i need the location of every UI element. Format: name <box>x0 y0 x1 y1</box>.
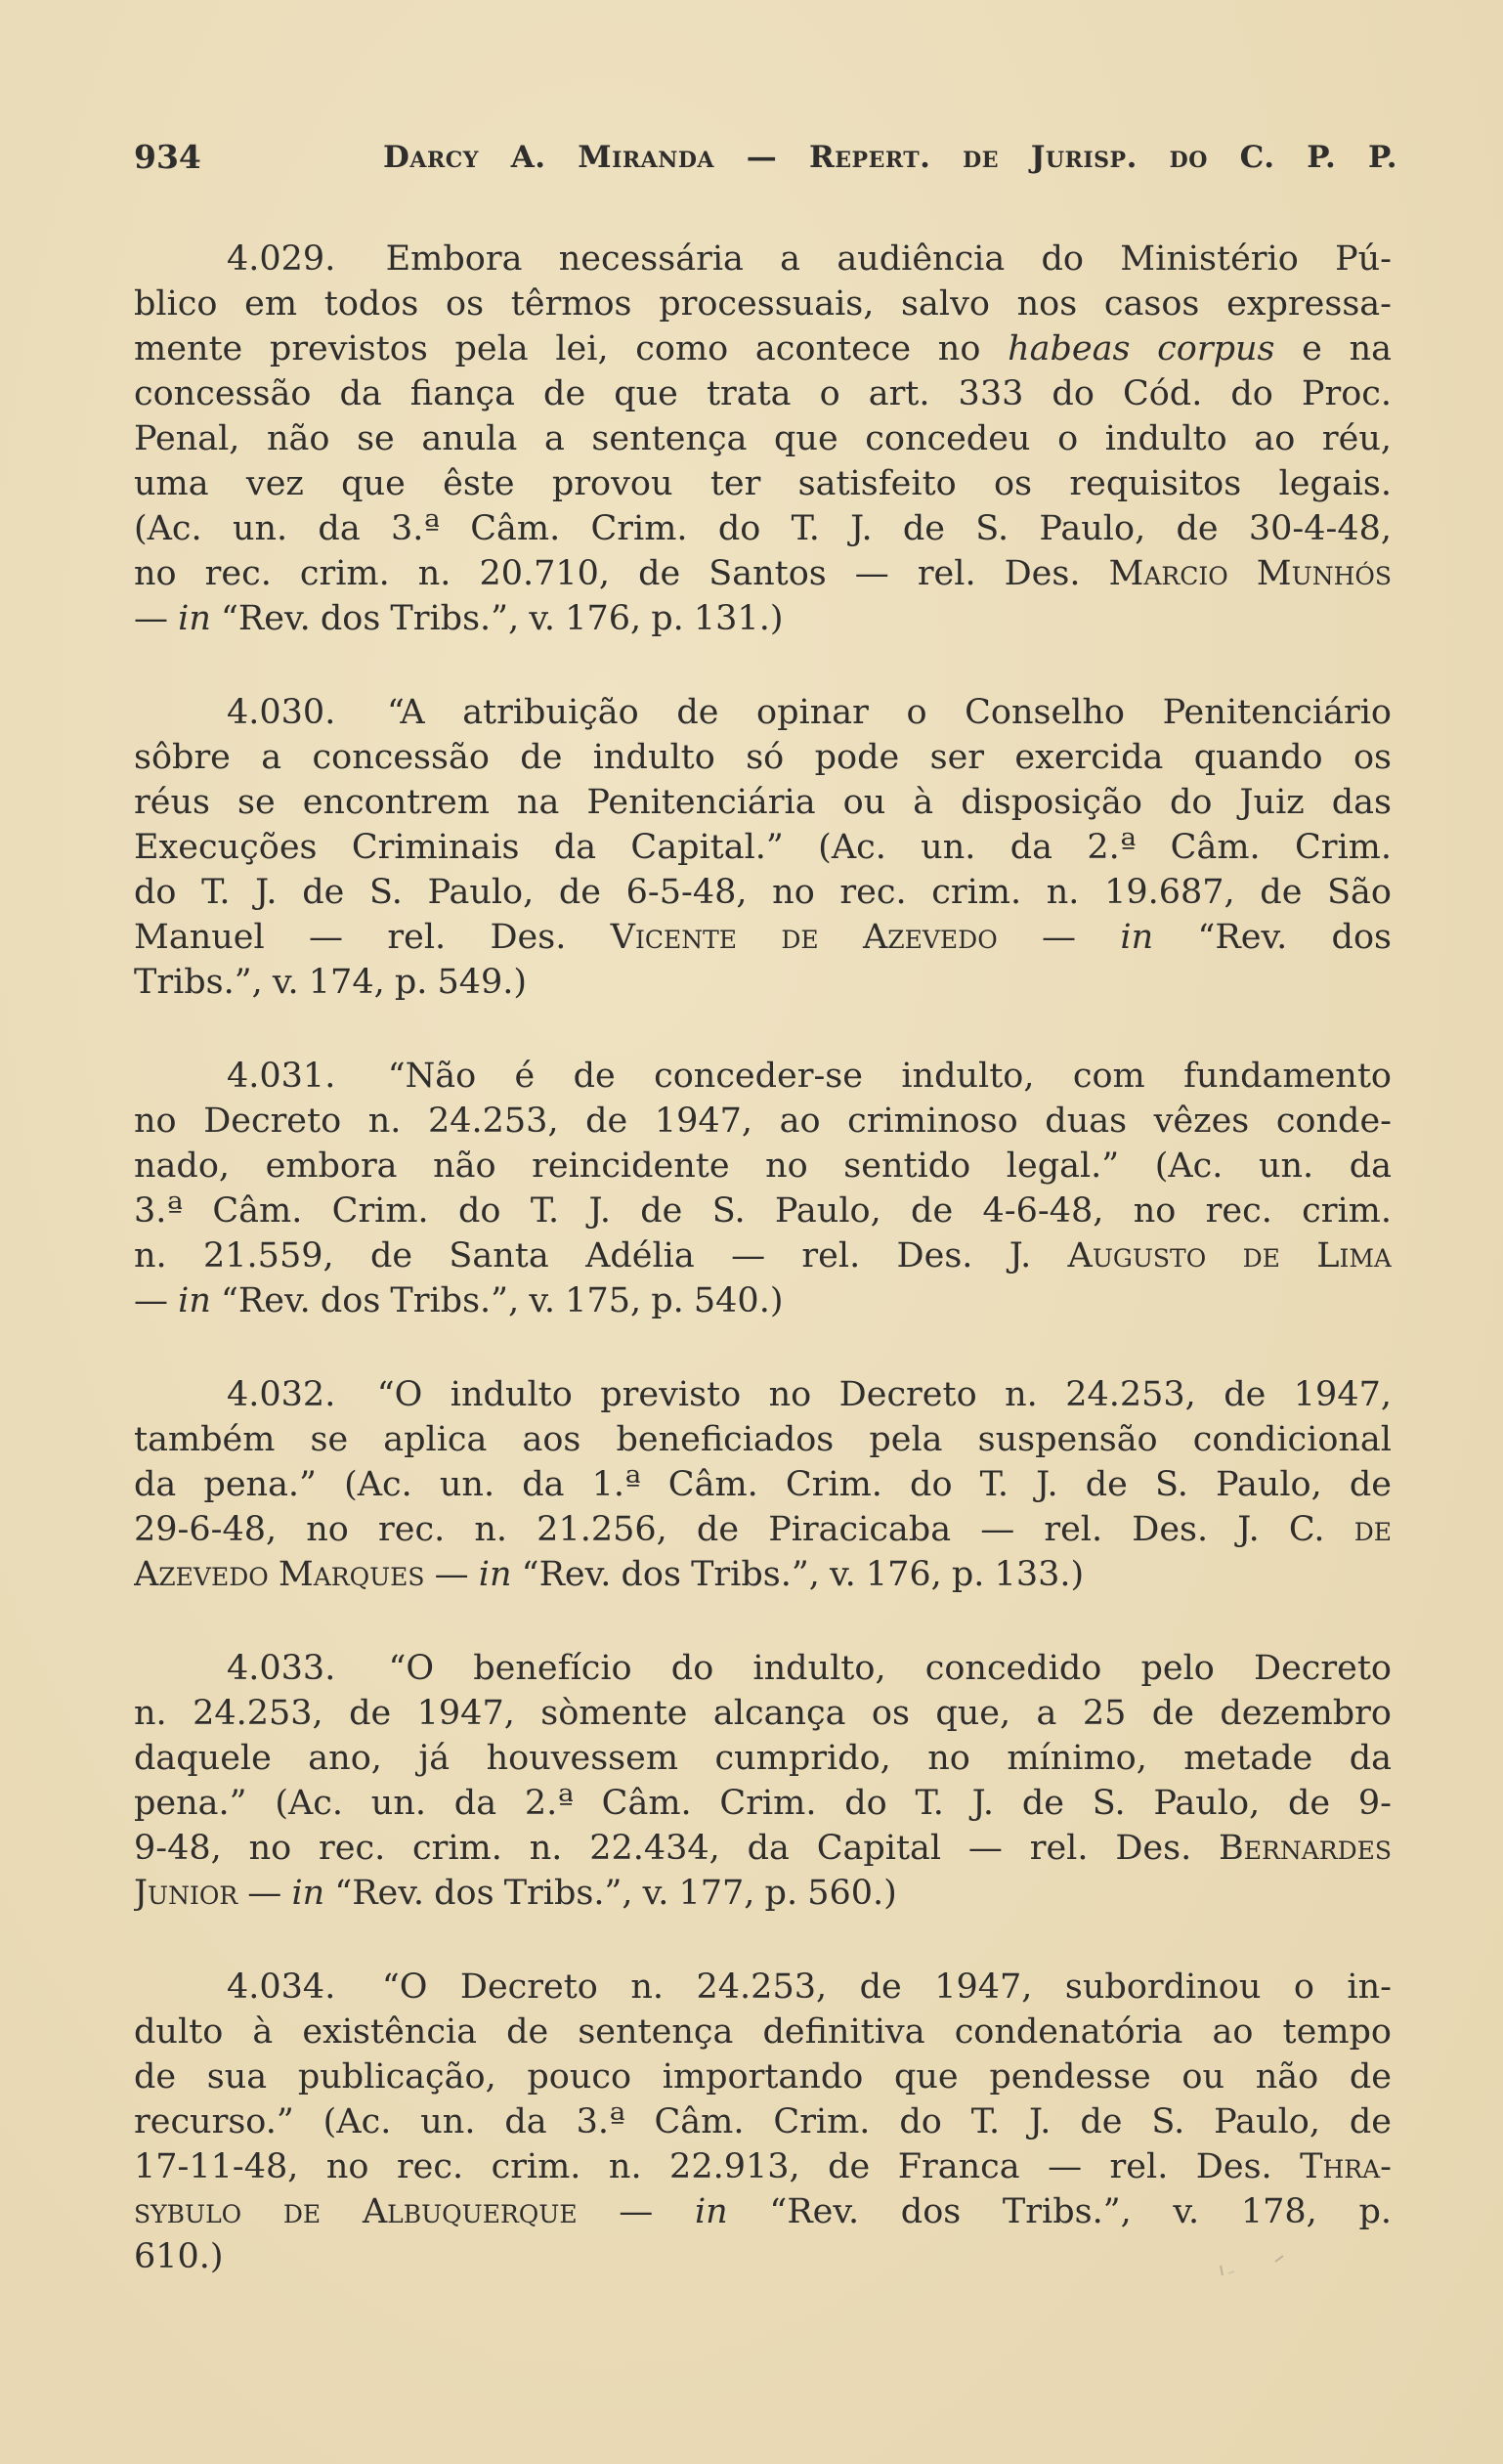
text-line <box>134 915 1392 960</box>
text-run: dulto à existência de sentença definitiva condenatória ao tempo <box>134 2012 1392 2052</box>
text-run: recurso.” (Ac. un. da 3.ª Câm. Crim. do T. J. de S. Paulo, de <box>134 2102 1392 2141</box>
text-run: Embora necessária a audiência do Ministério Pú- <box>385 239 1392 279</box>
text-run: 3.ª Câm. Crim. do T. J. de S. Paulo, de 4-6-48, no rec. crim. <box>134 1191 1392 1231</box>
text-run: “Rev. dos Tribs.”, v. 177, p. 560.) <box>324 1874 897 1913</box>
text-run: também se aplica aos beneficiados pela suspensão condicional <box>134 1420 1392 1459</box>
text-line <box>134 1871 1392 1916</box>
text-line <box>134 2189 1392 2234</box>
text-run: “A atribuição de opinar o Conselho Penitenciário <box>386 693 1392 732</box>
entry-paragraph <box>134 690 1392 1005</box>
small-caps-name: Marcio Munhós <box>1108 554 1392 593</box>
text-line <box>134 2054 1392 2099</box>
text-run: de sua publicação, pouco importando que pendesse ou não de <box>134 2057 1392 2097</box>
text-run: Manuel — rel. Des. <box>134 918 611 957</box>
text-line <box>134 735 1392 780</box>
entry-paragraph <box>134 237 1392 641</box>
text-run: 610.) <box>134 2237 224 2276</box>
page-number: 934 <box>134 138 201 176</box>
text-line <box>134 416 1392 461</box>
text-run: blico em todos os têrmos processuais, salvo nos casos expressa- <box>134 284 1392 324</box>
text-line <box>134 1826 1392 1871</box>
text-run: — <box>424 1555 479 1594</box>
text-run: sôbre a concessão de indulto só pode ser exercida quando os <box>134 738 1392 777</box>
text-line <box>134 1552 1392 1597</box>
text-line <box>134 596 1392 641</box>
text-line <box>134 2099 1392 2144</box>
text-run: “O indulto previsto no Decreto n. 24.253, de 1947, <box>376 1375 1392 1414</box>
italic-text: in <box>1120 918 1154 957</box>
text-run: no Decreto n. 24.253, de 1947, ao criminoso duas vêzes conde- <box>134 1102 1392 1141</box>
entry-paragraph <box>134 1054 1392 1323</box>
small-caps-name: Junior <box>134 1874 238 1913</box>
text-line <box>134 1736 1392 1781</box>
text-line <box>134 870 1392 915</box>
text-run: da pena.” (Ac. un. da 1.ª Câm. Crim. do T. J. de S. Paulo, de <box>134 1465 1392 1504</box>
entry-number: 4.030. <box>227 693 336 732</box>
italic-text: in <box>694 2192 728 2231</box>
text-line <box>134 2010 1392 2054</box>
text-line <box>134 1233 1392 1278</box>
entry-number: 4.033. <box>227 1649 336 1688</box>
text-line <box>134 1781 1392 1826</box>
small-caps-name: Augusto de Lima <box>1067 1236 1392 1275</box>
text-line <box>134 825 1392 870</box>
text-run: — <box>134 599 179 638</box>
small-caps-name: Bernardes <box>1219 1829 1392 1868</box>
text-line <box>134 960 1392 1005</box>
entry-number: 4.031. <box>227 1057 336 1096</box>
text-run: “Não é de conceder-se indulto, com fundamento <box>387 1057 1392 1096</box>
running-header <box>134 137 1397 178</box>
text-run: “Rev. dos Tribs.”, v. 175, p. 540.) <box>210 1281 784 1320</box>
text-run: n. 24.253, de 1947, sòmente alcança os que, a 25 de dezembro <box>134 1694 1392 1733</box>
text-line <box>134 281 1392 326</box>
text-run: 29-6-48, no rec. n. 21.256, de Piracicaba — rel. Des. J. C. <box>134 1510 1354 1549</box>
small-caps-name: Vicente de Azevedo <box>610 918 998 957</box>
text-run: nado, embora não reincidente no sentido legal.” (Ac. un. da <box>134 1146 1392 1186</box>
body-text <box>134 237 1392 2328</box>
text-line <box>134 1417 1392 1462</box>
text-run: — <box>997 918 1121 957</box>
text-run: — <box>237 1874 292 1913</box>
italic-text: in <box>178 1281 211 1320</box>
text-line <box>134 1144 1392 1189</box>
text-run: Tribs.”, v. 174, p. 549.) <box>134 963 528 1002</box>
text-run: Penal, não se anula a sentença que concedeu o indulto ao réu, <box>134 419 1392 458</box>
text-run: n. 21.559, de Santa Adélia — rel. Des. J. <box>134 1236 1068 1275</box>
text-line <box>134 1691 1392 1736</box>
text-line <box>134 1965 1392 2010</box>
text-run: “O Decreto n. 24.253, de 1947, subordinou o in- <box>381 1967 1392 2007</box>
text-run: mente previstos pela lei, como acontece no <box>134 329 1009 368</box>
text-run: — <box>134 1281 179 1320</box>
text-run: “O benefício do indulto, concedido pelo Decreto <box>388 1649 1392 1688</box>
text-run: 9-48, no rec. crim. n. 22.434, da Capital — rel. Des. <box>134 1829 1220 1868</box>
italic-text: in <box>178 599 211 638</box>
text-line <box>134 1507 1392 1552</box>
text-line <box>134 2144 1392 2189</box>
text-run: “Rev. dos Tribs.”, v. 176, p. 133.) <box>511 1555 1085 1594</box>
entry-number: 4.029. <box>227 239 336 279</box>
text-line <box>134 461 1392 506</box>
text-run: — <box>577 2192 695 2231</box>
small-caps-name: de <box>1353 1510 1392 1549</box>
text-line <box>134 690 1392 735</box>
italic-text: habeas corpus <box>1008 329 1275 368</box>
text-run: concessão da fiança de que trata o art. 333 do Cód. do Proc. <box>134 374 1392 413</box>
scan-specks <box>1217 2248 1295 2287</box>
text-line <box>134 1646 1392 1691</box>
text-line <box>134 1462 1392 1507</box>
text-run: “Rev. dos Tribs.”, v. 176, p. 131.) <box>210 599 784 638</box>
entry-number: 4.032. <box>227 1375 336 1414</box>
text-line <box>134 1054 1392 1099</box>
text-line <box>134 506 1392 551</box>
running-title: Darcy A. Miranda — Repert. de Jurisp. do C. P. P. <box>383 140 1397 175</box>
text-run: 17-11-48, no rec. crim. n. 22.913, de Franca — rel. Des. <box>134 2147 1301 2186</box>
text-run: Execuções Criminais da Capital.” (Ac. un. da 2.ª Câm. Crim. <box>134 828 1392 867</box>
text-line <box>134 1372 1392 1417</box>
text-run: no rec. crim. n. 20.710, de Santos — rel. Des. <box>134 554 1109 593</box>
text-line <box>134 371 1392 416</box>
entry-paragraph <box>134 1965 1392 2279</box>
text-run: do T. J. de S. Paulo, de 6-5-48, no rec. crim. n. 19.687, de São <box>134 873 1392 912</box>
text-run: e na <box>1274 329 1392 368</box>
text-run: pena.” (Ac. un. da 2.ª Câm. Crim. do T. J. de S. Paulo, de 9- <box>134 1784 1392 1823</box>
text-run: “Rev. dos <box>1153 918 1392 957</box>
text-line <box>134 1189 1392 1233</box>
text-run: uma vez que êste provou ter satisfeito os requisitos legais. <box>134 464 1392 503</box>
text-run: (Ac. un. da 3.ª Câm. Crim. do T. J. de S. Paulo, de 30-4-48, <box>134 509 1392 548</box>
italic-text: in <box>291 1874 325 1913</box>
text-line <box>134 780 1392 825</box>
entry-number: 4.034. <box>227 1967 336 2007</box>
text-run: “Rev. dos Tribs.”, v. 178, p. <box>727 2192 1392 2231</box>
small-caps-name: sybulo de Albuquerque <box>134 2192 578 2231</box>
entry-paragraph <box>134 1372 1392 1597</box>
text-line <box>134 237 1392 281</box>
text-line <box>134 2234 1392 2279</box>
text-run: réus se encontrem na Penitenciária ou à disposição do Juiz das <box>134 783 1392 822</box>
text-line <box>134 1278 1392 1323</box>
text-line <box>134 551 1392 596</box>
entry-paragraph <box>134 1646 1392 1916</box>
text-line <box>134 1099 1392 1144</box>
italic-text: in <box>478 1555 512 1594</box>
text-line <box>134 326 1392 371</box>
text-run: daquele ano, já houvessem cumprido, no mínimo, metade da <box>134 1739 1392 1778</box>
small-caps-name: Azevedo Marques <box>134 1555 425 1594</box>
small-caps-name: Thra- <box>1300 2147 1392 2186</box>
